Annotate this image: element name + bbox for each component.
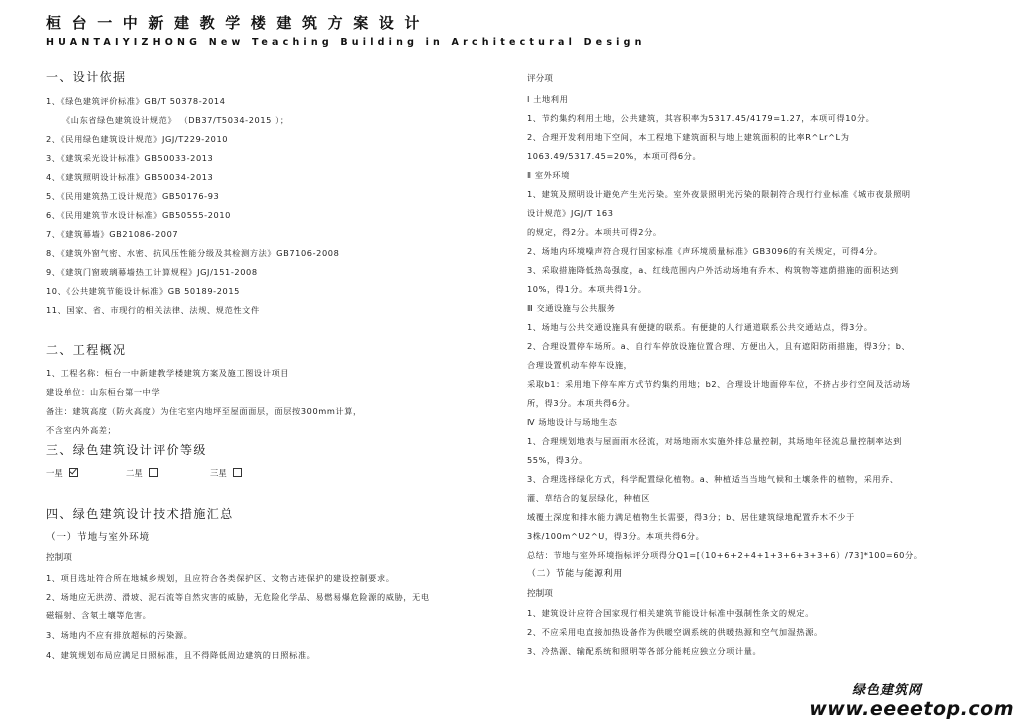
list-item: 9、《建筑门窗玻璃幕墙热工计算规程》JGJ/151-2008 <box>46 267 258 277</box>
list-item: 2、合理开发利用地下空间，本工程地下建筑面积与地上建筑面积的比率R^Lr^L为 <box>527 132 850 142</box>
list-item: 3、合理选择绿化方式，科学配置绿化植物。a、种植适当当地气候和土壤条件的植物，采用乔、 <box>527 474 899 484</box>
list-item: 2、《民用绿色建筑设计规范》JGJ/T229-2010 <box>46 134 229 144</box>
list-item: 8、《建筑外窗气密、水密、抗风压性能分级及其检测方法》GB7106-2008 <box>46 248 340 258</box>
list-item: 1、建筑及照明设计避免产生光污染。室外夜景照明光污染的限制符合现行行业标准《城市夜景照明 <box>527 189 911 199</box>
list-item: 合理设置机动车停车设施， <box>527 360 633 370</box>
list-item: 3、场地内不应有排放超标的污染源。 <box>46 630 193 640</box>
summary-line: 总结：节地与室外环境指标评分项得分Q1=[（10+6+2+4+1+3+6+3+3+6）/73]*100=60分。 <box>527 550 923 560</box>
list-item: 的规定，得2分。本项共可得2分。 <box>527 227 662 237</box>
list-item: 备注：建筑高度（防火高度）为住宅室内地坪至屋面面层，面层按300mm计算， <box>46 406 362 416</box>
rating-two-star[interactable] <box>126 468 158 479</box>
section-2-heading: 二、工程概况 <box>46 343 127 357</box>
list-item: 不含室内外高差； <box>46 425 117 435</box>
page-subtitle: HUANTAIYIZHONG New Teaching Building in Architectural Design <box>46 37 646 48</box>
category-heading: Ⅱ 室外环境 <box>527 170 570 180</box>
checked-box-icon[interactable] <box>69 468 78 477</box>
list-item: 灌、草结合的复层绿化，种植区 <box>527 493 651 503</box>
unchecked-box-icon[interactable] <box>149 468 158 477</box>
list-item: 1、项目选址符合所在地城乡规划，且应符合各类保护区、文物古迹保护的建设控制要求。 <box>46 573 395 583</box>
list-item: 1、合理规划地表与屋面雨水径流，对场地雨水实施外排总量控制，其场地年径流总量控制率达到 <box>527 436 902 446</box>
list-item: 10、《公共建筑节能设计标准》GB 50189-2015 <box>46 286 240 296</box>
list-item: 3、采取措施降低热岛强度，a、红线范围内户外活动场地有乔木、构筑物等遮荫措施的面积达到 <box>527 265 899 275</box>
list-item: 1、建筑设计应符合国家现行相关建筑节能设计标准中强制性条文的规定。 <box>527 608 815 618</box>
list-item: 1063.49/5317.45=20%，本项可得6分。 <box>527 151 702 161</box>
rating-label: 二星 <box>126 468 143 478</box>
list-item: 55%，得3分。 <box>527 455 588 465</box>
list-item: 11、国家、省、市现行的相关法律、法规、规范性文件 <box>46 305 260 315</box>
list-item: 7、《建筑幕墙》GB21086-2007 <box>46 229 179 239</box>
site-watermark-logo <box>809 683 1014 720</box>
rating-label: 一星 <box>46 468 63 478</box>
control-items-label: 控制项 <box>527 589 553 599</box>
list-item: 3、冷热源、输配系统和照明等各部分能耗应独立分项计量。 <box>527 646 762 656</box>
list-item: 建设单位：山东桓台第一中学 <box>46 387 161 397</box>
list-item: 5、《民用建筑热工设计规范》GB50176-93 <box>46 191 220 201</box>
watermark-url: www.eeeetop.com <box>809 698 1014 720</box>
section-4-heading: 四、绿色建筑设计技术措施汇总 <box>46 507 234 521</box>
list-item: 2、场地内环境噪声符合现行国家标准《声环境质量标准》GB3096的有关规定，可得4分。 <box>527 246 883 256</box>
list-item: 2、合理设置停车场所。a、自行车停放设施位置合理、方便出入，且有遮阳防雨措施，得3分；b、 <box>527 341 911 351</box>
page-title: 桓台一中新建教学楼建筑方案设计 <box>46 14 431 32</box>
rating-label: 三星 <box>210 468 227 478</box>
list-item: 《山东省绿色建筑设计规范》 （DB37/T5034-2015 ）； <box>62 115 289 125</box>
list-item: 4、建筑规划布局应满足日照标准，且不得降低周边建筑的日照标准。 <box>46 650 316 660</box>
list-item: 10%，得1分。本项共得1分。 <box>527 284 647 294</box>
list-item: 3株/100m^U2^U，得3分。本项共得6分。 <box>527 531 705 541</box>
list-item: 磁辐射、含氡土壤等危害。 <box>46 610 152 620</box>
list-item: 6、《民用建筑节水设计标准》GB50555-2010 <box>46 210 231 220</box>
list-item: 2、场地应无洪涝、滑坡、泥石流等自然灾害的威胁，无危险化学品、易燃易爆危险源的威胁，无电 <box>46 592 430 602</box>
section-4-subheading: （一）节地与室外环境 <box>46 532 150 543</box>
section-1-heading: 一、设计依据 <box>46 70 127 84</box>
section-subheading: （二）节能与能源利用 <box>527 569 623 579</box>
list-item: 域覆土深度和排水能力满足植物生长需要，得3分；b、居住建筑绿地配置乔木不少于 <box>527 512 855 522</box>
list-item: 采取b1：采用地下停车库方式节约集约用地；b2、合理设计地面停车位，不挤占步行空间及活动场 <box>527 379 911 389</box>
list-item: 1、场地与公共交通设施具有便捷的联系。有便捷的人行通道联系公共交通站点，得3分。 <box>527 322 873 332</box>
section-3-heading: 三、绿色建筑设计评价等级 <box>46 443 207 457</box>
list-item: 所，得3分。本项共得6分。 <box>527 398 636 408</box>
list-item: 1、《绿色建筑评价标准》GB/T 50378-2014 <box>46 96 226 106</box>
list-item: 3、《建筑采光设计标准》GB50033-2013 <box>46 153 214 163</box>
category-heading: Ⅳ 场地设计与场地生态 <box>527 417 618 427</box>
category-heading: Ⅲ 交通设施与公共服务 <box>527 303 616 313</box>
list-item: 设计规范》JGJ/T 163 <box>527 208 614 218</box>
category-heading: Ⅰ 土地利用 <box>527 94 569 104</box>
unchecked-box-icon[interactable] <box>233 468 242 477</box>
scoring-items-label: 评分项 <box>527 74 553 84</box>
control-items-label: 控制项 <box>46 553 72 563</box>
rating-one-star[interactable] <box>46 468 78 479</box>
list-item: 1、工程名称：桓台一中新建教学楼建筑方案及施工图设计项目 <box>46 368 290 378</box>
rating-three-star[interactable] <box>210 468 242 479</box>
list-item: 4、《建筑照明设计标准》GB50034-2013 <box>46 172 214 182</box>
list-item: 2、不应采用电直接加热设备作为供暖空调系统的供暖热源和空气加湿热源。 <box>527 627 823 637</box>
watermark-cn: 绿色建筑网 <box>851 683 922 698</box>
list-item: 1、节约集约利用土地，公共建筑，其容积率为5317.45/4179=1.27，本项可得10分。 <box>527 113 875 123</box>
